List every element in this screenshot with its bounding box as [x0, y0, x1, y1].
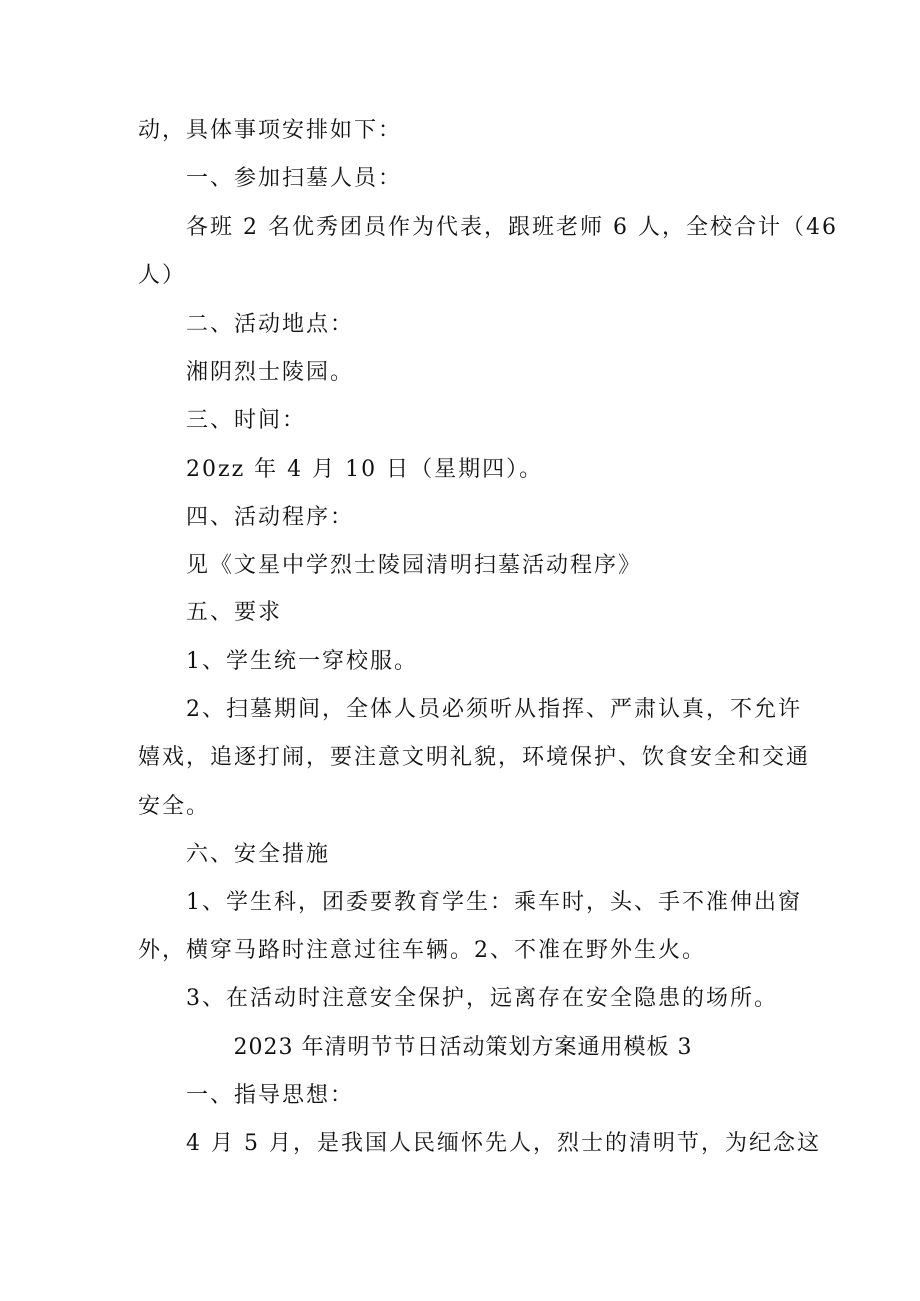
section-heading-guiding: 一、指导思想：: [186, 1083, 355, 1108]
section-heading-location: 二、活动地点：: [186, 312, 355, 337]
paragraph-time: 20zz 年 4 月 10 日（星期四）。: [186, 457, 544, 482]
template-title: 2023 年清明节节日活动策划方案通用模板 3: [233, 1035, 693, 1060]
section-heading-time: 三、时间：: [186, 408, 307, 433]
requirement-item-1: 1、学生统一穿校服。: [186, 649, 418, 674]
section-heading-safety: 六、安全措施: [186, 842, 331, 867]
paragraph-location: 湘阴烈士陵园。: [186, 360, 355, 385]
requirement-item-2-end: 安全。: [138, 794, 211, 819]
safety-item-1-cont: 外，横穿马路时注意过往车辆。2、不准在野外生火。: [138, 938, 706, 963]
paragraph-procedure: 见《文星中学烈士陵园清明扫墓活动程序》: [186, 553, 643, 578]
paragraph-participants-end: 人）: [138, 263, 187, 288]
section-heading-participants: 一、参加扫墓人员：: [186, 166, 403, 191]
safety-item-1: 1、学生科，团委要教育学生：乘车时，头、手不准伸出窗: [186, 890, 802, 915]
paragraph-participants: 各班 2 名优秀团员作为代表，跟班老师 6 人，全校合计（46: [186, 215, 838, 240]
text-line-continuation: 动，具体事项安排如下：: [138, 118, 403, 143]
section-heading-requirements: 五、要求: [186, 600, 283, 625]
section-heading-procedure: 四、活动程序：: [186, 505, 355, 530]
requirement-item-2-cont: 嬉戏，追逐打闹，要注意文明礼貌，环境保护、饮食安全和交通: [138, 745, 811, 770]
safety-item-3: 3、在活动时注意安全保护，远离存在安全隐患的场所。: [186, 986, 778, 1011]
requirement-item-2: 2、扫墓期间，全体人员必须听从指挥、严肃认真，不允许: [186, 697, 802, 722]
paragraph-guiding: 4 月 5 月，是我国人民缅怀先人，烈士的清明节，为纪念这: [186, 1131, 821, 1156]
